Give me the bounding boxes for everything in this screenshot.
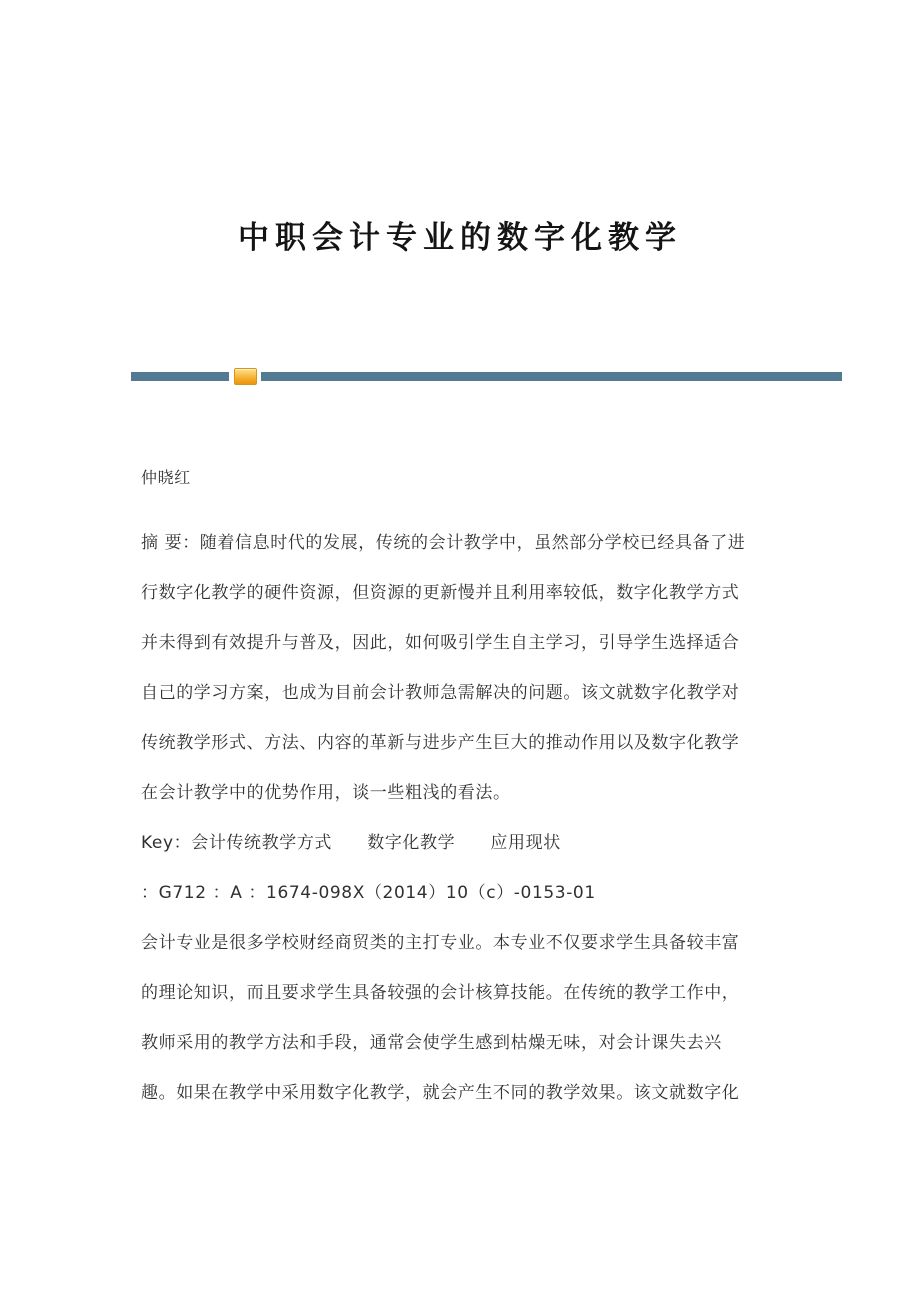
abstract-line: 摘 要：随着信息时代的发展，传统的会计教学中，虽然部分学校已经具备了进 [141,533,746,553]
abstract-line: 自己的学习方案，也成为目前会计教师急需解决的问题。该文就数字化教学对 [141,683,740,703]
keywords-line: Key：会计传统教学方式 数字化教学 应用现状 [141,833,561,853]
gold-bookmark-icon [234,368,257,385]
divider-icon-gap [229,365,261,388]
article-title: 中职会计专业的数字化教学 [238,220,682,256]
classification-line: ：G712 ：A ：1674-098X（2014）10（c）-0153-01 [141,883,596,903]
abstract-line: 并未得到有效提升与普及，因此，如何吸引学生自主学习，引导学生选择适合 [141,633,740,653]
abstract-line: 行数字化教学的硬件资源，但资源的更新慢并且利用率较低，数字化教学方式 [141,583,740,603]
body-line: 会计专业是很多学校财经商贸类的主打专业。本专业不仅要求学生具备较丰富 [141,933,740,953]
body-line: 的理论知识，而且要求学生具备较强的会计核算技能。在传统的教学工作中， [141,983,740,1003]
body-paragraph [141,918,801,1118]
abstract-paragraph [141,518,801,818]
body-line: 趣。如果在教学中采用数字化教学，就会产生不同的教学效果。该文就数字化 [141,1083,740,1103]
abstract-line: 传统教学形式、方法、内容的革新与进步产生巨大的推动作用以及数字化教学 [141,733,740,753]
author-name: 仲晓红 [141,468,191,487]
abstract-line: 在会计教学中的优势作用，谈一些粗浅的看法。 [141,783,511,803]
body-line: 教师采用的教学方法和手段，通常会使学生感到枯燥无味，对会计课失去兴 [141,1033,722,1053]
